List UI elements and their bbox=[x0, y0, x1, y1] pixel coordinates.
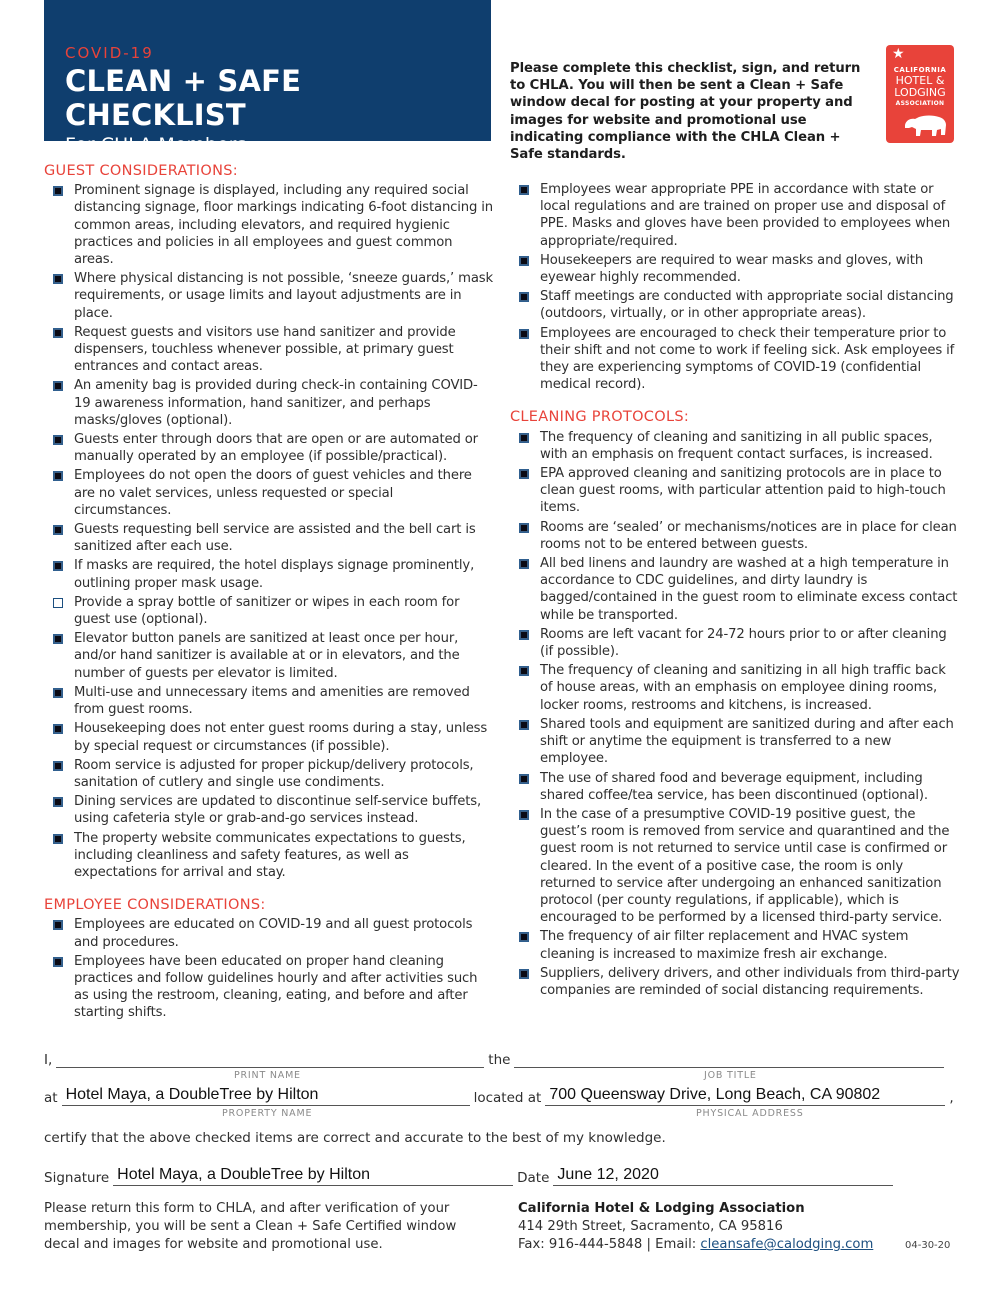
checked-checkbox-icon[interactable] bbox=[519, 774, 529, 784]
checklist-item bbox=[510, 181, 960, 250]
checked-checkbox-icon[interactable] bbox=[53, 920, 63, 930]
contact-block bbox=[518, 1200, 958, 1254]
org-name: California Hotel & Lodging Association bbox=[518, 1201, 805, 1216]
checklist-item bbox=[44, 830, 494, 882]
checklist-item bbox=[44, 324, 494, 376]
date-field[interactable]: June 12, 2020 bbox=[553, 1168, 893, 1186]
checklist-item-text: The frequency of cleaning and sanitizing in all public spaces, with an emphasis on frequent contact surfaces, is increased. bbox=[540, 429, 933, 462]
certify-statement: certify that the above checked items are correct and accurate to the best of my knowledge. bbox=[44, 1130, 666, 1146]
org-contact bbox=[518, 1236, 958, 1254]
checklist-item bbox=[44, 793, 494, 827]
checklist-item bbox=[44, 467, 494, 519]
guest-considerations-title: GUEST CONSIDERATIONS: bbox=[44, 163, 238, 179]
checked-checkbox-icon[interactable] bbox=[519, 433, 529, 443]
logo-line-4: ASSOCIATION bbox=[895, 100, 945, 107]
checklist-item-text: Guests requesting bell service are assisted and the bell cart is sanitized after each use. bbox=[74, 522, 476, 555]
cleaning-protocols-title: CLEANING PROTOCOLS: bbox=[510, 409, 690, 426]
checklist-item bbox=[510, 928, 960, 962]
checklist-item-text: Provide a spray bottle of sanitizer or wipes in each room for guest use (optional). bbox=[74, 594, 460, 628]
checked-checkbox-icon[interactable] bbox=[53, 381, 63, 391]
employee-considerations-title: EMPLOYEE CONSIDERATIONS: bbox=[44, 897, 266, 914]
checked-checkbox-icon[interactable] bbox=[53, 797, 63, 807]
checklist-item-text: The property website communicates expectations to guests, including cleanliness and safety features, as well as expectations for arrival and stay. bbox=[74, 830, 466, 880]
logo-line-3: LODGING bbox=[894, 86, 946, 99]
checklist-item-text: The use of shared food and beverage equipment, including shared coffee/tea service, has been discontinued (optional). bbox=[540, 770, 928, 803]
physical-address-caption: PHYSICAL ADDRESS bbox=[696, 1108, 804, 1119]
checked-checkbox-icon[interactable] bbox=[519, 523, 529, 533]
checklist-item-text: Elevator button panels are sanitized at least once per hour, and/or hand sanitizer is available at or in elevators, and the number of guests per elevator is limited. bbox=[74, 631, 460, 681]
comma: , bbox=[949, 1090, 954, 1106]
checklist-item bbox=[44, 182, 494, 268]
checked-checkbox-icon[interactable] bbox=[519, 292, 529, 302]
checklist-item-text: In the case of a presumptive COVID-19 positive guest, the guest’s room is removed from service and quarantined and the guest room is not returned to service until case is confirmed or cleared. In the event of a positive case, the room is only returned to service after undergoing an enhanced sanitization protocol (per county regulations, if applicable), which is encouraged to be performed by a licensed third-party service. bbox=[540, 806, 950, 926]
checked-checkbox-icon[interactable] bbox=[53, 957, 63, 967]
checklist-item bbox=[510, 555, 960, 624]
checklist-item bbox=[44, 953, 494, 1022]
checklist-item bbox=[510, 252, 960, 286]
checked-checkbox-icon[interactable] bbox=[519, 932, 529, 942]
checked-checkbox-icon[interactable] bbox=[519, 329, 529, 339]
checked-checkbox-icon[interactable] bbox=[53, 435, 63, 445]
checklist-item bbox=[510, 770, 960, 804]
checked-checkbox-icon[interactable] bbox=[53, 834, 63, 844]
checklist-item bbox=[44, 684, 494, 718]
checked-checkbox-icon[interactable] bbox=[519, 720, 529, 730]
checklist-item-text: All bed linens and laundry are washed at a high temperature in accordance to CDC guidelines, and dirty laundry is bagged/contained in the guest room to eliminate excess contact while be transported. bbox=[540, 556, 958, 623]
logo-line-1: CALIFORNIA bbox=[893, 66, 947, 74]
chla-logo bbox=[886, 45, 954, 143]
checklist-item bbox=[44, 720, 494, 754]
unchecked-checkbox-icon[interactable] bbox=[53, 598, 63, 608]
physical-address-field[interactable]: 700 Queensway Drive, Long Beach, CA 90802 bbox=[545, 1088, 945, 1106]
right-column bbox=[510, 181, 960, 1001]
checked-checkbox-icon[interactable] bbox=[519, 969, 529, 979]
checklist-item bbox=[44, 521, 494, 555]
checklist-item-text: Employees do not open the doors of guest vehicles and there are no valet services, unless requested or special circumstances. bbox=[74, 468, 472, 518]
left-column bbox=[44, 163, 494, 1024]
signature-label: Signature bbox=[44, 1170, 110, 1186]
print-name-caption: PRINT NAME bbox=[234, 1070, 301, 1081]
employee-checklist-continued bbox=[510, 181, 960, 393]
checklist-item bbox=[44, 377, 494, 429]
checklist-item bbox=[44, 757, 494, 791]
checklist-item-text: Suppliers, delivery drivers, and other individuals from third-party companies are reminded of social distancing requirements. bbox=[540, 965, 960, 998]
i-label: I, bbox=[44, 1052, 53, 1068]
checked-checkbox-icon[interactable] bbox=[519, 630, 529, 640]
checklist-item bbox=[44, 557, 494, 591]
checklist-item-text: Dining services are updated to discontinue self-service buffets, using cafeteria style or grab-and-go services instead. bbox=[74, 794, 481, 827]
checklist-item bbox=[44, 431, 494, 465]
fax-text: Fax: 916-444-5848 | Email: bbox=[518, 1237, 701, 1252]
checked-checkbox-icon[interactable] bbox=[53, 328, 63, 338]
email-link[interactable]: cleansafe@calodging.com bbox=[700, 1237, 874, 1252]
job-title-caption: JOB TITLE bbox=[704, 1070, 757, 1081]
checklist-item-text: Employees are encouraged to check their temperature prior to their shift and not come to work if feeling sick. Ask employees if they are experiencing symptoms of COVID-19 (confidential medical record). bbox=[540, 325, 955, 393]
employee-checklist bbox=[44, 916, 494, 1021]
checklist-item bbox=[44, 270, 494, 322]
bear-icon bbox=[903, 111, 947, 139]
checklist-item bbox=[510, 429, 960, 463]
checklist-item bbox=[44, 630, 494, 682]
intro-text: Please complete this checklist, sign, and return to CHLA. You will then be sent a Clean + Safe window decal for posting at your property and images for website and promotional use indicating compliance with the CHLA Clean + Safe standards. bbox=[510, 61, 861, 163]
checklist-item-text: The frequency of cleaning and sanitizing in all high traffic back of house areas, with an emphasis on employee dining rooms, locker rooms, restrooms and kitchens, is increased. bbox=[540, 663, 946, 713]
checklist-item bbox=[510, 288, 960, 322]
header-kicker: COVID-19 bbox=[65, 44, 154, 62]
checked-checkbox-icon[interactable] bbox=[519, 256, 529, 266]
checklist-item bbox=[510, 519, 960, 553]
job-title-field[interactable] bbox=[514, 1050, 944, 1068]
star-icon: ★ bbox=[892, 46, 905, 62]
checklist-item-text: The frequency of air filter replacement and HVAC system cleaning is increased to maximize fresh air exchange. bbox=[540, 929, 909, 962]
checked-checkbox-icon[interactable] bbox=[519, 559, 529, 569]
checked-checkbox-icon[interactable] bbox=[53, 634, 63, 644]
logo-line-2: HOTEL & bbox=[895, 74, 945, 87]
located-at-label: located at bbox=[473, 1090, 542, 1106]
checklist-item-text: Staff meetings are conducted with appropriate social distancing (outdoors, virtually, or in other appropriate areas). bbox=[540, 289, 954, 322]
checked-checkbox-icon[interactable] bbox=[519, 469, 529, 479]
checklist-item-text: Where physical distancing is not possible, ‘sneeze guards,’ mask requirements, or usage limits and layout adjustments are in place. bbox=[74, 271, 493, 321]
revision-date: 04-30-20 bbox=[905, 1240, 951, 1251]
checklist-item-text: Guests enter through doors that are open or are automated or manually operated by an employee (if possible/practical). bbox=[74, 432, 478, 465]
checklist-item-text: Rooms are left vacant for 24-72 hours prior to or after cleaning (if possible). bbox=[540, 626, 947, 660]
checked-checkbox-icon[interactable] bbox=[53, 186, 63, 196]
checked-checkbox-icon[interactable] bbox=[519, 185, 529, 195]
checklist-item-text: Multi-use and unnecessary items and amenities are removed from guest rooms. bbox=[74, 684, 470, 718]
header-banner bbox=[44, 0, 491, 156]
checklist-item-text: Employees have been educated on proper hand cleaning practices and follow guidelines hourly and after activities such as using the restroom, cleaning, eating, and before and after starting shifts. bbox=[74, 953, 478, 1021]
checked-checkbox-icon[interactable] bbox=[53, 561, 63, 571]
checklist-item bbox=[510, 465, 960, 517]
checklist-item-text: Request guests and visitors use hand sanitizer and provide dispensers, touchless whenever possible, at primary guest entrances and contact areas. bbox=[74, 324, 456, 375]
signature-field[interactable]: Hotel Maya, a DoubleTree by Hilton bbox=[113, 1168, 513, 1186]
print-name-field[interactable] bbox=[56, 1050, 484, 1068]
property-name-caption: PROPERTY NAME bbox=[222, 1108, 313, 1119]
checklist-item bbox=[510, 626, 960, 660]
checked-checkbox-icon[interactable] bbox=[53, 471, 63, 481]
checklist-item-text: Prominent signage is displayed, including any required social distancing signage, floor markings indicating 6-foot distancing in common areas, including elevators, and required hygienic practices and policies in all employees and guest common areas. bbox=[74, 183, 493, 268]
checklist-item-text: Employees wear appropriate PPE in accordance with state or local regulations and are trained on proper use and disposal of PPE. Masks and gloves have been provided to employees when appropriate/required. bbox=[540, 182, 951, 249]
checked-checkbox-icon[interactable] bbox=[53, 274, 63, 284]
checked-checkbox-icon[interactable] bbox=[53, 761, 63, 771]
checklist-item bbox=[44, 916, 494, 950]
checklist-item bbox=[510, 662, 960, 714]
return-instructions: Please return this form to CHLA, and after verification of your membership, you will be sent a Clean + Safe Certified window decal and images for website and promotional use. bbox=[44, 1201, 457, 1252]
org-address: 414 29th Street, Sacramento, CA 95816 bbox=[518, 1219, 783, 1234]
checklist-item-text: Housekeepers are required to wear masks and gloves, with eyewear highly recommended. bbox=[540, 252, 924, 286]
checklist-item-text: If masks are required, the hotel displays signage prominently, outlining proper mask usage. bbox=[74, 558, 475, 591]
checked-checkbox-icon[interactable] bbox=[519, 666, 529, 676]
at-label: at bbox=[44, 1090, 58, 1106]
checklist-item-text: Employees are educated on COVID-19 and all guest protocols and procedures. bbox=[74, 917, 473, 950]
checklist-item-text: An amenity bag is provided during check-in containing COVID-19 awareness information, hand sanitizer, and perhaps masks/gloves (optional). bbox=[74, 378, 478, 428]
checked-checkbox-icon[interactable] bbox=[53, 525, 63, 535]
guest-checklist bbox=[44, 182, 494, 881]
checked-checkbox-icon[interactable] bbox=[53, 724, 63, 734]
checklist-item bbox=[510, 806, 960, 926]
checklist-item-text: Housekeeping does not enter guest rooms during a stay, unless by special request or circumstances (if possible). bbox=[74, 721, 488, 754]
the-label: the bbox=[488, 1052, 511, 1068]
checklist-item-text: Rooms are ‘sealed’ or mechanisms/notices are in place for clean rooms not to be entered between guests. bbox=[540, 519, 957, 552]
cleaning-checklist bbox=[510, 429, 960, 1000]
date-label: Date bbox=[517, 1170, 550, 1186]
checklist-item-text: EPA approved cleaning and sanitizing protocols are in place to clean guest rooms, with particular attention paid to high-touch items. bbox=[540, 466, 946, 516]
property-name-field[interactable]: Hotel Maya, a DoubleTree by Hilton bbox=[62, 1088, 470, 1106]
checklist-item-text: Shared tools and equipment are sanitized during and after each shift or anytime the equipment is transferred to a new employee. bbox=[540, 716, 954, 767]
checklist-item bbox=[44, 594, 494, 628]
checklist-item bbox=[510, 716, 960, 768]
page-subtitle: For CHLA Members bbox=[65, 134, 247, 156]
checked-checkbox-icon[interactable] bbox=[53, 688, 63, 698]
checklist-item bbox=[510, 325, 960, 394]
checklist-item bbox=[510, 965, 960, 999]
page-title: CLEAN + SAFE CHECKLIST bbox=[65, 64, 302, 132]
checklist-item-text: Room service is adjusted for proper pickup/delivery protocols, sanitation of cutlery and single use condiments. bbox=[74, 757, 474, 790]
checked-checkbox-icon[interactable] bbox=[519, 810, 529, 820]
